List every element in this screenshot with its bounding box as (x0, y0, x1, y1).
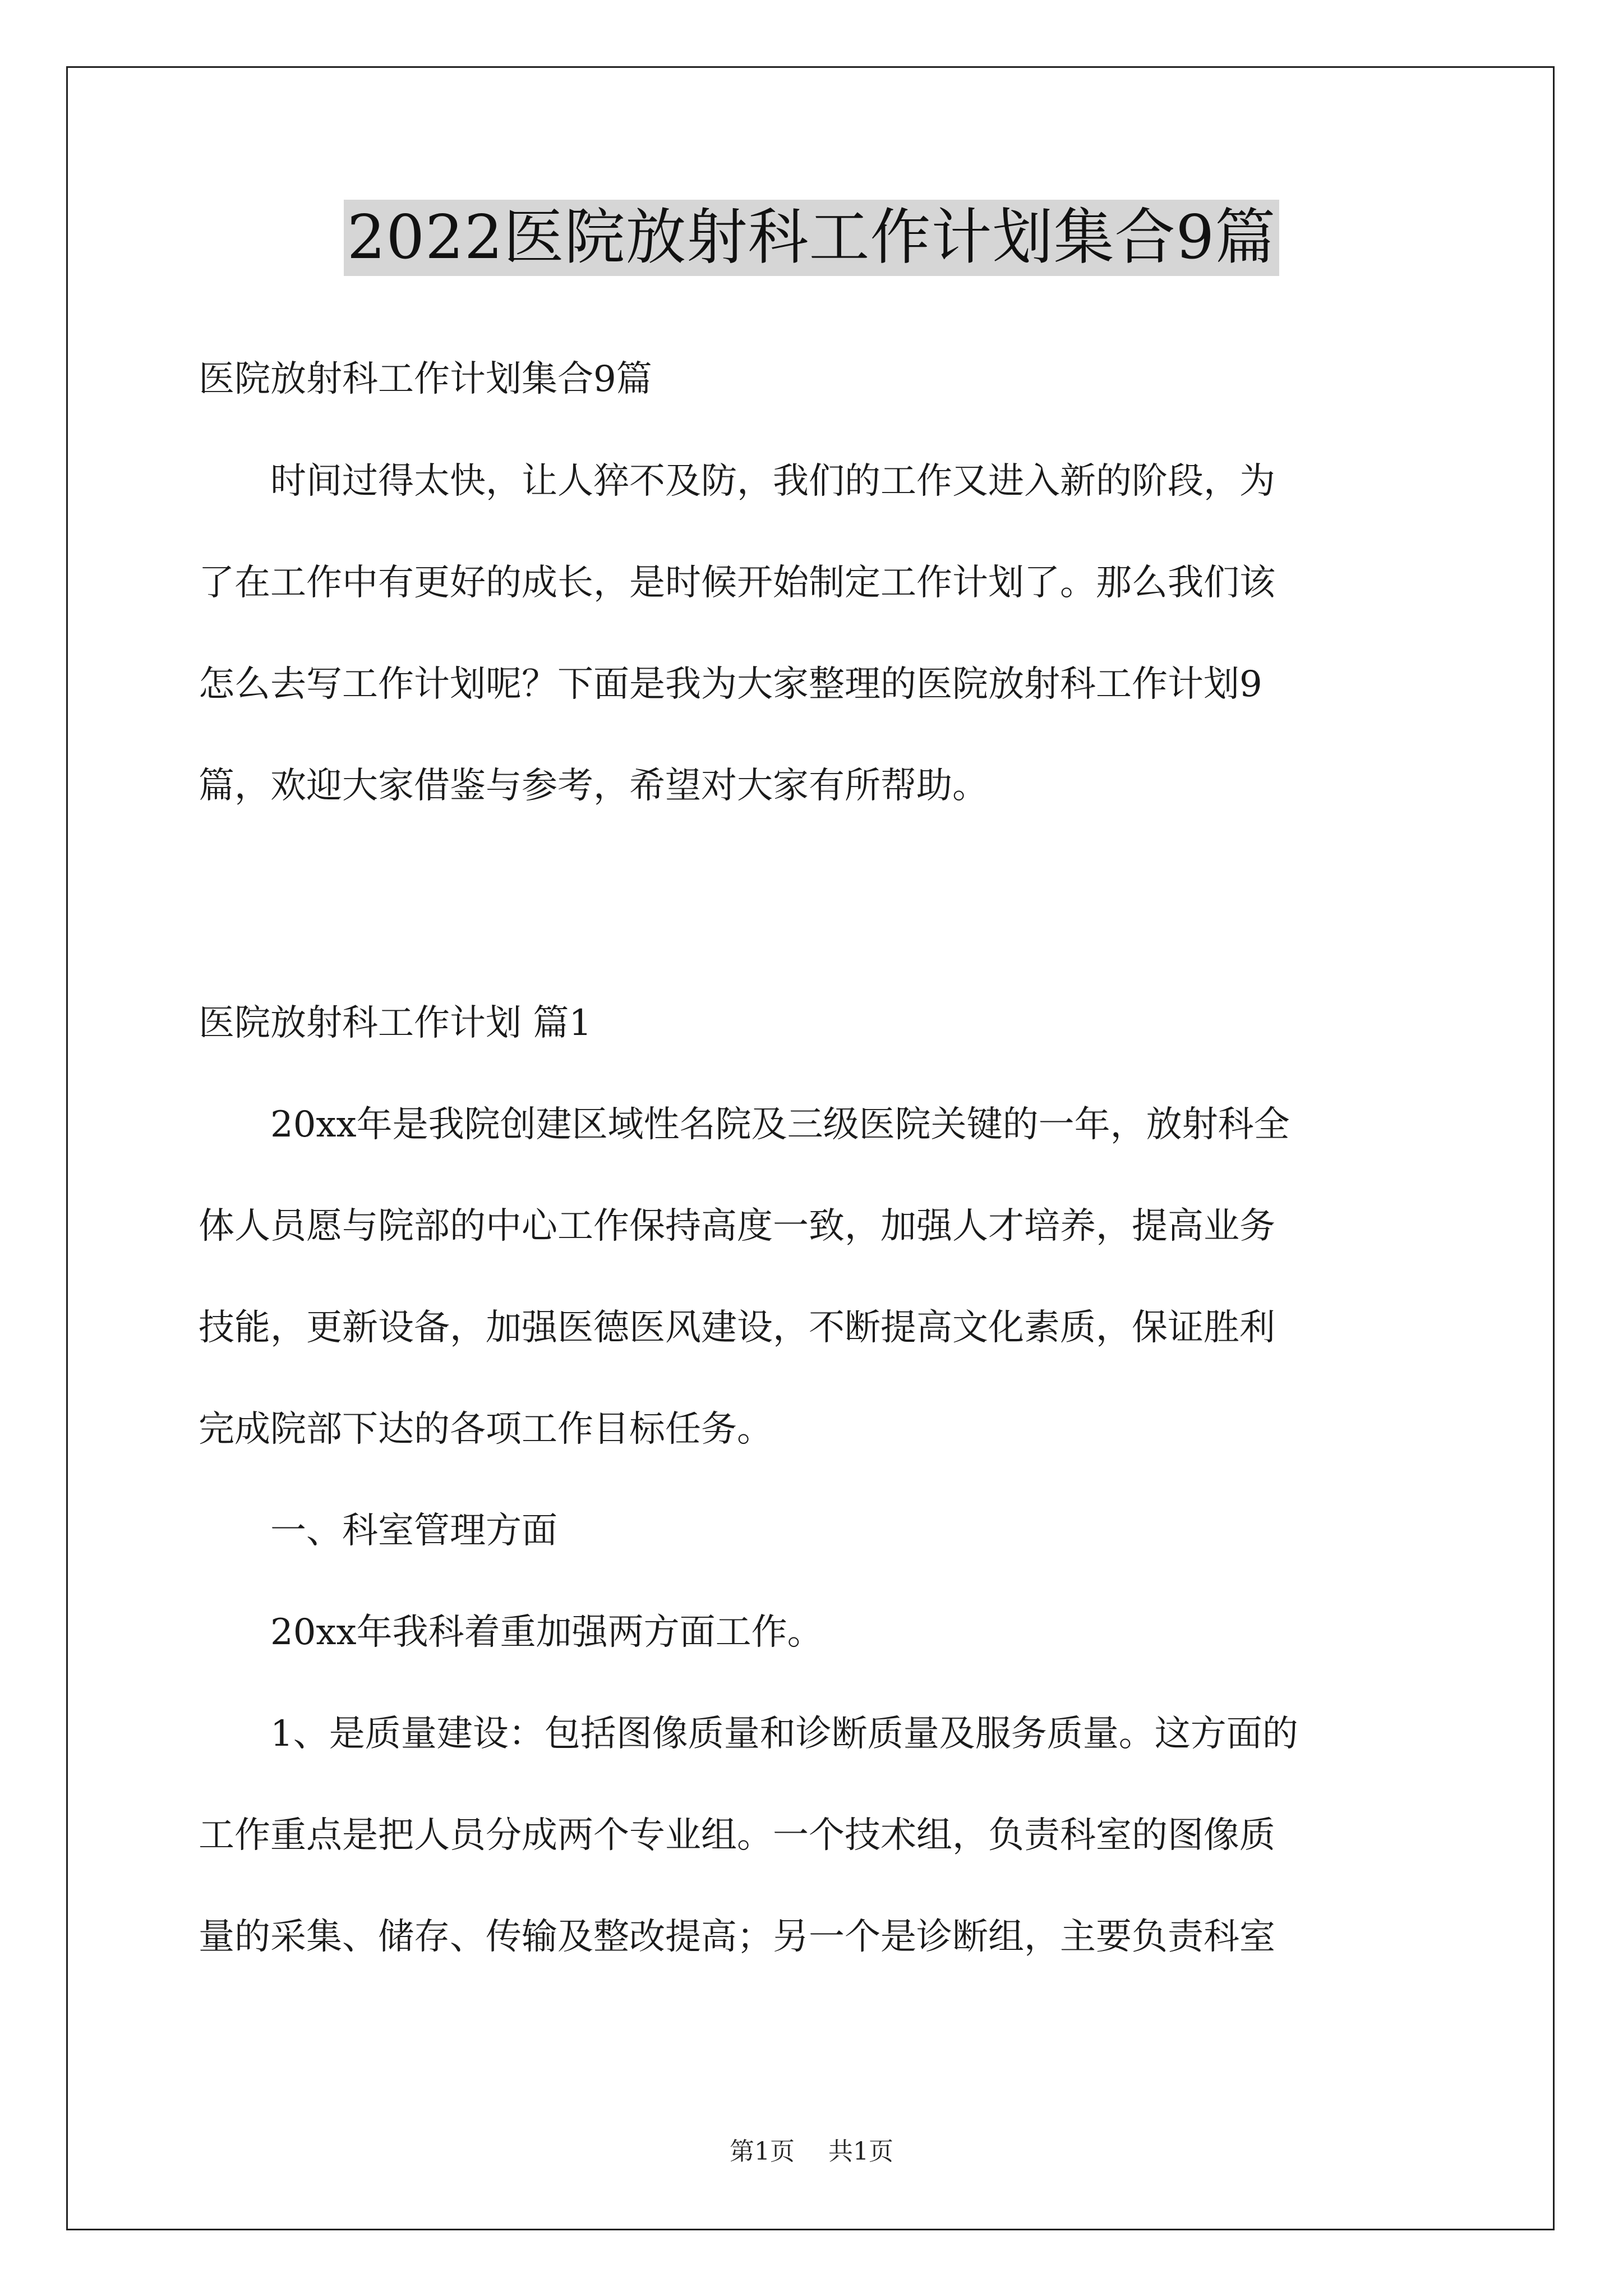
paragraph-line: 工作重点是把人员分成两个专业组。一个技术组，负责科室的图像质 (199, 1815, 1275, 1856)
document-title: 2022医院放射科工作计划集合9篇 (344, 200, 1280, 276)
subtitle-line: 医院放射科工作计划集合9篇 (199, 358, 652, 400)
paragraph-line: 1、是质量建设：包括图像质量和诊断质量及服务质量。这方面的 (199, 1713, 1298, 1755)
subheading-line: 一、科室管理方面 (199, 1510, 557, 1552)
page-total: 共1页 (828, 2137, 893, 2166)
page-footer (0, 2136, 1623, 2168)
paragraph-line: 技能，更新设备，加强医德医风建设，不断提高文化素质，保证胜利 (199, 1307, 1275, 1349)
paragraph-line: 量的采集、储存、传输及整改提高；另一个是诊断组，主要负责科室 (199, 1916, 1275, 1958)
paragraph-line: 时间过得太快，让人猝不及防，我们的工作又进入新的阶段，为 (199, 461, 1275, 502)
paragraph-line: 篇，欢迎大家借鉴与参考，希望对大家有所帮助。 (199, 765, 988, 807)
paragraph-line: 怎么去写工作计划呢？下面是我为大家整理的医院放射科工作计划9 (199, 664, 1262, 705)
section-heading: 医院放射科工作计划 篇1 (199, 1002, 592, 1044)
paragraph-line: 20xx年是我院创建区域性名院及三级医院关键的一年，放射科全 (199, 1104, 1290, 1145)
page-number: 第1页 (730, 2137, 795, 2166)
paragraph-line: 了在工作中有更好的成长，是时候开始制定工作计划了。那么我们该 (199, 562, 1275, 604)
paragraph-line: 体人员愿与院部的中心工作保持高度一致，加强人才培养，提高业务 (199, 1205, 1275, 1247)
title-wrap (0, 200, 1623, 276)
paragraph-line: 20xx年我科着重加强两方面工作。 (199, 1612, 823, 1653)
paragraph-line: 完成院部下达的各项工作目标任务。 (199, 1409, 773, 1450)
